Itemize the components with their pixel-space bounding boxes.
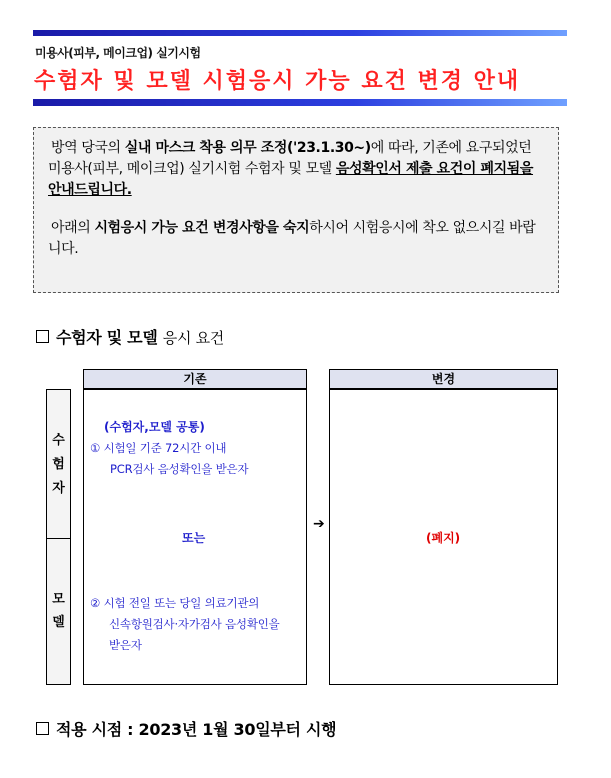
side-label-char: 수 <box>52 433 65 448</box>
section-heading-bold: 수험자 및 모델 <box>56 328 158 347</box>
notice-paragraph-2 <box>48 218 548 260</box>
arrow-right-icon: ➔ <box>313 516 325 532</box>
side-label-char: 자 <box>52 481 65 496</box>
notice-text: 에 따라, 기존에 요구되었던 미용사(피부, 메이크업) 실기시험 수험자 및 모델 <box>48 140 532 177</box>
side-label-char: 델 <box>52 615 65 630</box>
requirement-1-line-1: ① 시험일 기준 72시간 이내 <box>90 441 227 455</box>
requirement-1-line-2: PCR검사 음성확인을 받은자 <box>110 462 249 476</box>
notice-text: 방역 당국의 <box>51 140 125 156</box>
side-label-char: 모 <box>52 592 65 607</box>
notice-text: 아래의 <box>51 220 95 236</box>
notice-text: 하시어 시험응시에 착오 없으시길 바랍니다. <box>48 220 536 257</box>
section-heading-requirements <box>36 325 224 348</box>
header-bottom-bar <box>33 99 567 106</box>
requirement-2-line-2: 신속항원검사·자가검사 음성확인을 <box>109 617 280 631</box>
or-label: 또는 <box>182 531 206 545</box>
header-top-bar <box>33 30 567 36</box>
effective-date-text: 적용 시점 : 2023년 1월 30일부터 시행 <box>56 720 337 739</box>
side-label-char: 험 <box>52 457 65 472</box>
abolished-label: (폐지) <box>426 531 461 545</box>
section-heading-effective-date <box>36 717 336 740</box>
column-header-after: 변경 <box>329 369 558 389</box>
column-header-before: 기존 <box>83 369 307 389</box>
common-label: (수험자,모델 공통) <box>104 420 205 434</box>
notice-paragraph-1 <box>48 138 548 201</box>
document-title: 수험자 및 모델 시험응시 가능 요건 변경 안내 <box>34 69 521 94</box>
side-divider <box>47 538 70 539</box>
checkbox-square-icon <box>36 330 49 343</box>
section-heading-normal: 응시 요건 <box>162 329 224 347</box>
requirement-2-line-3: 받은자 <box>109 638 142 652</box>
side-label-column <box>46 389 71 685</box>
checkbox-square-icon <box>36 722 49 735</box>
document-subtitle: 미용사(피부, 메이크업) 실기시험 <box>35 46 201 60</box>
notice-highlight: 실내 마스크 착용 의무 조정('23.1.30~) <box>124 140 371 156</box>
notice-box <box>33 127 559 293</box>
notice-highlight-underlined: 음성확인서 제출 요건이 폐지됨을 안내드립니다. <box>48 161 534 198</box>
notice-highlight: 시험응시 가능 요건 변경사항을 숙지 <box>94 220 310 236</box>
requirement-2-line-1: ② 시험 전일 또는 당일 의료기관의 <box>90 596 260 610</box>
